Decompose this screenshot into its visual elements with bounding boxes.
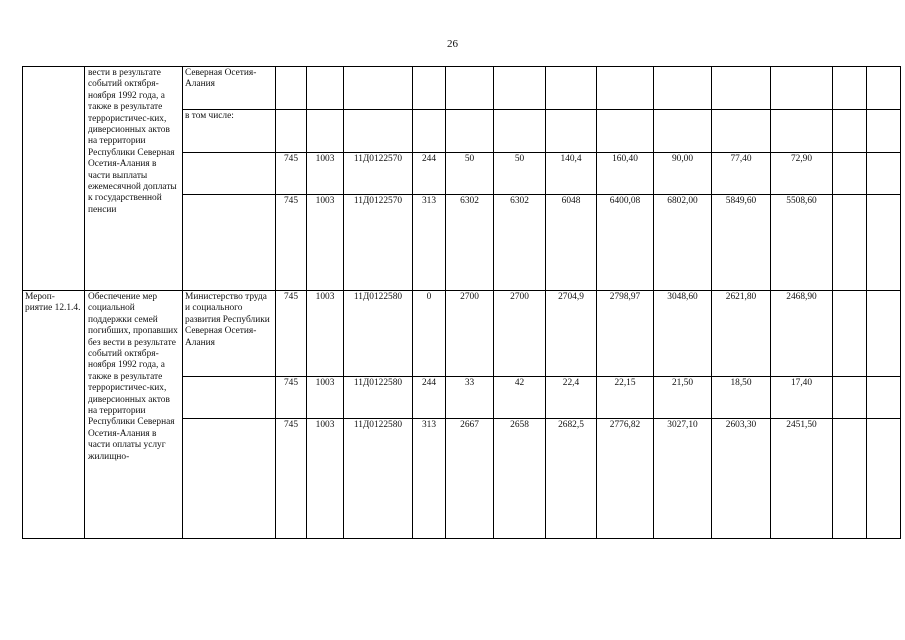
table-cell: 11Д0122580: [344, 377, 413, 419]
table-cell: [771, 110, 833, 153]
measure-cell: [23, 67, 85, 291]
table-cell: 6400,08: [597, 195, 654, 291]
table-cell: [833, 67, 867, 110]
table-cell: 11Д0122570: [344, 195, 413, 291]
table-cell: 2700: [446, 291, 494, 377]
table-cell: [597, 110, 654, 153]
table-cell: 6048: [546, 195, 597, 291]
table-cell: 50: [446, 153, 494, 195]
table-cell: 3027,10: [654, 419, 712, 539]
table-cell: 140,4: [546, 153, 597, 195]
table-cell: [833, 110, 867, 153]
table-cell: 72,90: [771, 153, 833, 195]
table-cell: [771, 67, 833, 110]
table-cell: 1003: [307, 419, 344, 539]
table-cell: 1003: [307, 195, 344, 291]
measure-cell: Мероп-риятие 12.1.4.: [23, 291, 85, 539]
table-cell: [833, 377, 867, 419]
budget-table: [22, 66, 901, 539]
table-cell: [833, 291, 867, 377]
table-cell: 313: [413, 195, 446, 291]
table-cell: 160,40: [597, 153, 654, 195]
table-cell: [344, 110, 413, 153]
table-cell: [494, 67, 546, 110]
page-number: 26: [447, 38, 458, 50]
table-cell: 2798,97: [597, 291, 654, 377]
table-cell: [597, 67, 654, 110]
table-cell: [867, 291, 901, 377]
table-cell: [344, 67, 413, 110]
table-cell: [833, 153, 867, 195]
table-cell: 2451,50: [771, 419, 833, 539]
table-cell: 244: [413, 153, 446, 195]
table-cell: 5849,60: [712, 195, 771, 291]
table-cell: 745: [276, 195, 307, 291]
table-cell: [867, 377, 901, 419]
executor-cell: [183, 419, 276, 539]
including-cell: в том числе:: [183, 110, 276, 153]
table-cell: [867, 419, 901, 539]
table-cell: 745: [276, 377, 307, 419]
table-cell: 22,15: [597, 377, 654, 419]
table-cell: [654, 67, 712, 110]
table-cell: 6302: [494, 195, 546, 291]
table-cell: 2621,80: [712, 291, 771, 377]
table-cell: 0: [413, 291, 446, 377]
executor-cell: [183, 153, 276, 195]
table-row: [23, 291, 901, 377]
table-cell: [867, 67, 901, 110]
executor-cell: Министерство труда и социального развития Республики Северная Осетия-Алания: [183, 291, 276, 377]
table-cell: [654, 110, 712, 153]
table-cell: 745: [276, 419, 307, 539]
table-cell: [712, 67, 771, 110]
table-cell: 6302: [446, 195, 494, 291]
table-cell: [867, 195, 901, 291]
table-cell: 1003: [307, 153, 344, 195]
table-cell: [446, 110, 494, 153]
executor-cell: [183, 195, 276, 291]
table-cell: 1003: [307, 291, 344, 377]
table-cell: 11Д0122570: [344, 153, 413, 195]
table-cell: [546, 67, 597, 110]
table-cell: [867, 153, 901, 195]
table-cell: [413, 67, 446, 110]
table-cell: [276, 67, 307, 110]
table-cell: 22,4: [546, 377, 597, 419]
table-cell: 33: [446, 377, 494, 419]
table-cell: 2468,90: [771, 291, 833, 377]
executor-cell: Северная Осетия-Алания: [183, 67, 276, 110]
table-cell: 42: [494, 377, 546, 419]
table-cell: 745: [276, 291, 307, 377]
table-cell: 50: [494, 153, 546, 195]
table-cell: 17,40: [771, 377, 833, 419]
table-cell: [494, 110, 546, 153]
table-cell: 2704,9: [546, 291, 597, 377]
table-cell: 2603,30: [712, 419, 771, 539]
table-cell: 244: [413, 377, 446, 419]
table-cell: 313: [413, 419, 446, 539]
table-cell: [413, 110, 446, 153]
table-cell: [446, 67, 494, 110]
table-cell: 77,40: [712, 153, 771, 195]
table-cell: [833, 419, 867, 539]
table-cell: 2682,5: [546, 419, 597, 539]
table-cell: [307, 110, 344, 153]
table-cell: 2700: [494, 291, 546, 377]
table-cell: [712, 110, 771, 153]
table-cell: 5508,60: [771, 195, 833, 291]
description-cell: Обеспечение мер социальной поддержки семей погибших, пропавших без вести в результате событий октября-ноября 1992 года, а также в результате террористичес-ких, диверсионных актов на территории Республики Северная Осетия-Алания в части оплаты услуг жилищно-: [85, 291, 183, 539]
table-cell: 18,50: [712, 377, 771, 419]
table-cell: 11Д0122580: [344, 291, 413, 377]
table-cell: 21,50: [654, 377, 712, 419]
table-cell: [833, 195, 867, 291]
table-cell: [867, 110, 901, 153]
table-row: [23, 67, 901, 110]
table-cell: 1003: [307, 377, 344, 419]
table-cell: 2667: [446, 419, 494, 539]
table-cell: [546, 110, 597, 153]
table-cell: 90,00: [654, 153, 712, 195]
table-cell: [276, 110, 307, 153]
table-cell: 2658: [494, 419, 546, 539]
executor-cell: [183, 377, 276, 419]
table-cell: 3048,60: [654, 291, 712, 377]
description-cell: вести в результате событий октября-ноября 1992 года, а также в результате террористичес-ких, диверсионных актов на территории Республики Северная Осетия-Алания в части выплаты ежемесячной доплаты к государственной пенсии: [85, 67, 183, 291]
table-cell: 745: [276, 153, 307, 195]
table-cell: 2776,82: [597, 419, 654, 539]
table-cell: 6802,00: [654, 195, 712, 291]
table-cell: 11Д0122580: [344, 419, 413, 539]
table-cell: [307, 67, 344, 110]
